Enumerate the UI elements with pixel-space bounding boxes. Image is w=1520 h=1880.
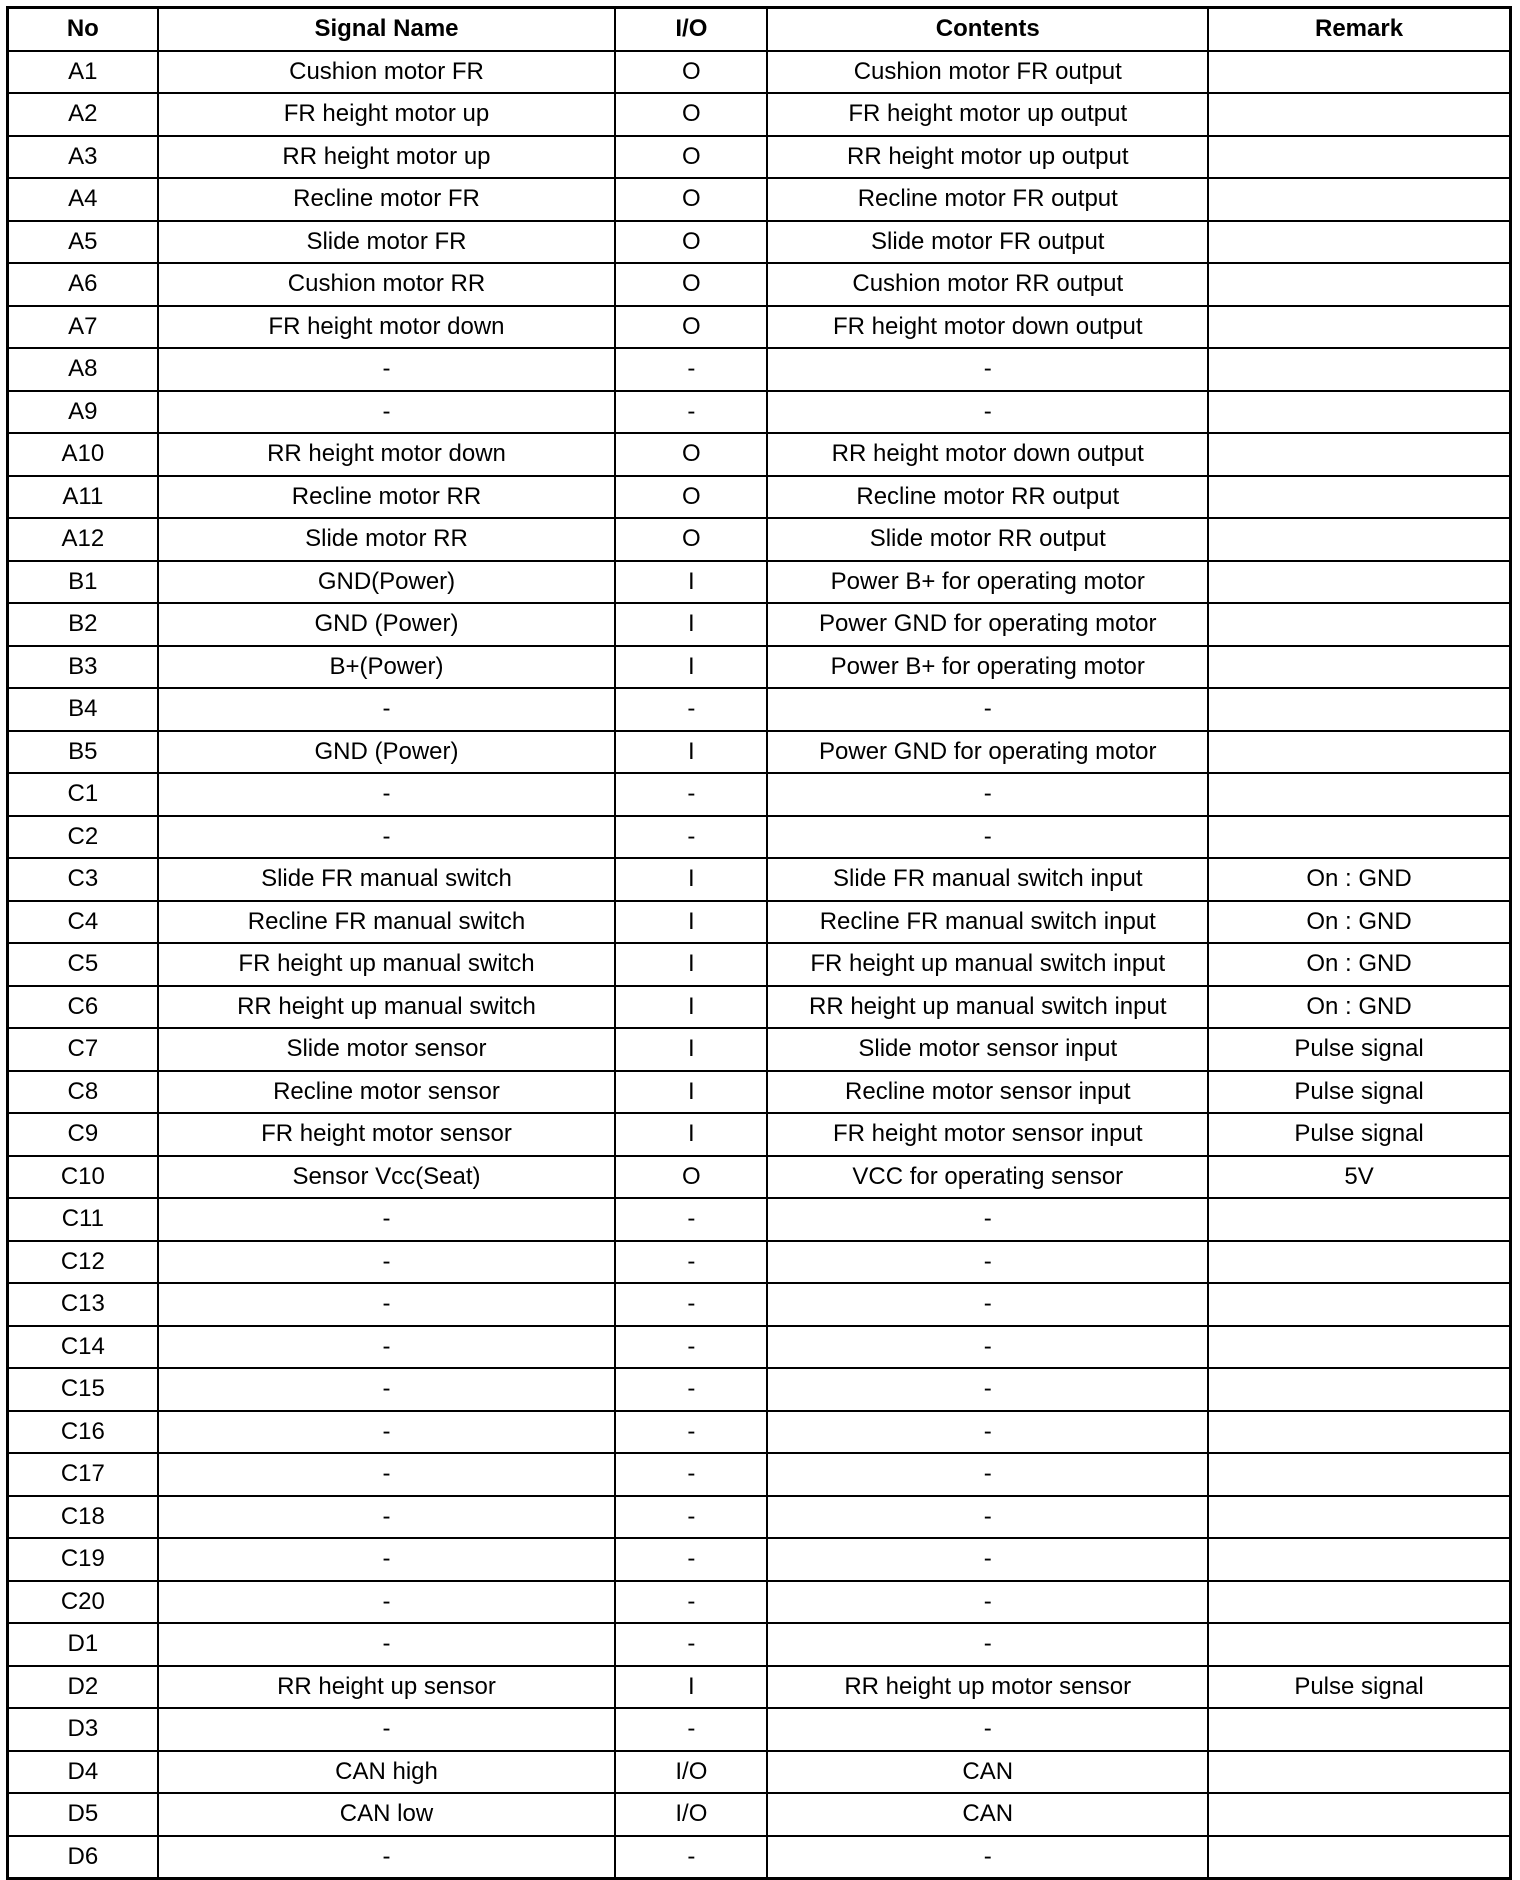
pin-number-cell: C13 (8, 1283, 158, 1326)
io-cell: - (615, 688, 767, 731)
table-row (8, 1326, 1511, 1369)
table-row (8, 731, 1511, 774)
table-row (8, 1538, 1511, 1581)
contents-cell: FR height up manual switch input (767, 943, 1208, 986)
table-row (8, 858, 1511, 901)
signal-name-cell: - (158, 688, 616, 731)
remark-cell: 5V (1208, 1156, 1510, 1199)
io-cell: O (615, 178, 767, 221)
io-cell: - (615, 1836, 767, 1879)
remark-cell (1208, 1411, 1510, 1454)
signal-name-cell: GND (Power) (158, 731, 616, 774)
table-row (8, 1496, 1511, 1539)
remark-cell (1208, 1453, 1510, 1496)
io-cell: - (615, 773, 767, 816)
contents-cell: - (767, 1411, 1208, 1454)
table-row (8, 816, 1511, 859)
signal-name-cell: Recline motor sensor (158, 1071, 616, 1114)
contents-cell: - (767, 1283, 1208, 1326)
io-cell: - (615, 1241, 767, 1284)
signal-name-cell: FR height motor down (158, 306, 616, 349)
remark-cell: Pulse signal (1208, 1666, 1510, 1709)
table-row (8, 221, 1511, 264)
table-header (8, 8, 1511, 51)
signal-name-cell: - (158, 1538, 616, 1581)
io-cell: - (615, 1453, 767, 1496)
io-cell: O (615, 476, 767, 519)
header-contents: Contents (767, 8, 1208, 51)
remark-cell (1208, 136, 1510, 179)
io-cell: O (615, 221, 767, 264)
io-cell: I/O (615, 1751, 767, 1794)
header-io: I/O (615, 8, 767, 51)
io-cell: - (615, 391, 767, 434)
io-cell: O (615, 518, 767, 561)
remark-cell: On : GND (1208, 901, 1510, 944)
signal-name-cell: Recline FR manual switch (158, 901, 616, 944)
pin-number-cell: C17 (8, 1453, 158, 1496)
contents-cell: - (767, 1581, 1208, 1624)
table-row (8, 306, 1511, 349)
signal-name-cell: FR height up manual switch (158, 943, 616, 986)
contents-cell: - (767, 1496, 1208, 1539)
signal-name-cell: RR height up manual switch (158, 986, 616, 1029)
contents-cell: Power GND for operating motor (767, 731, 1208, 774)
remark-cell (1208, 1751, 1510, 1794)
signal-name-cell: - (158, 773, 616, 816)
remark-cell: Pulse signal (1208, 1113, 1510, 1156)
remark-cell (1208, 1198, 1510, 1241)
signal-name-cell: - (158, 1623, 616, 1666)
signal-name-cell: - (158, 816, 616, 859)
remark-cell (1208, 1241, 1510, 1284)
remark-cell (1208, 178, 1510, 221)
pin-number-cell: B3 (8, 646, 158, 689)
signal-name-cell: - (158, 1411, 616, 1454)
io-cell: - (615, 1538, 767, 1581)
contents-cell: Recline motor sensor input (767, 1071, 1208, 1114)
signal-name-cell: - (158, 1453, 616, 1496)
io-cell: - (615, 1411, 767, 1454)
table-row (8, 93, 1511, 136)
pin-number-cell: D3 (8, 1708, 158, 1751)
contents-cell: - (767, 773, 1208, 816)
io-cell: - (615, 1283, 767, 1326)
signal-name-cell: Slide FR manual switch (158, 858, 616, 901)
contents-cell: Slide motor RR output (767, 518, 1208, 561)
contents-cell: RR height motor up output (767, 136, 1208, 179)
signal-name-cell: - (158, 1326, 616, 1369)
contents-cell: Power GND for operating motor (767, 603, 1208, 646)
table-row (8, 1708, 1511, 1751)
io-cell: - (615, 348, 767, 391)
pin-number-cell: D5 (8, 1793, 158, 1836)
pin-number-cell: A7 (8, 306, 158, 349)
signal-name-cell: Slide motor RR (158, 518, 616, 561)
signal-name-cell: - (158, 1368, 616, 1411)
remark-cell (1208, 1283, 1510, 1326)
signal-name-cell: Cushion motor FR (158, 51, 616, 94)
pin-number-cell: A1 (8, 51, 158, 94)
signal-name-cell: CAN high (158, 1751, 616, 1794)
remark-cell (1208, 1496, 1510, 1539)
io-cell: O (615, 263, 767, 306)
io-cell: O (615, 51, 767, 94)
pin-number-cell: A4 (8, 178, 158, 221)
pin-table (6, 6, 1512, 1880)
remark-cell (1208, 1326, 1510, 1369)
table-row (8, 1623, 1511, 1666)
contents-cell: Power B+ for operating motor (767, 646, 1208, 689)
remark-cell (1208, 93, 1510, 136)
pin-number-cell: A8 (8, 348, 158, 391)
table-row (8, 1581, 1511, 1624)
table-row (8, 136, 1511, 179)
contents-cell: VCC for operating sensor (767, 1156, 1208, 1199)
remark-cell (1208, 646, 1510, 689)
io-cell: O (615, 93, 767, 136)
remark-cell (1208, 1708, 1510, 1751)
contents-cell: - (767, 391, 1208, 434)
header-no: No (8, 8, 158, 51)
table-row (8, 1156, 1511, 1199)
contents-cell: CAN (767, 1793, 1208, 1836)
pin-number-cell: C4 (8, 901, 158, 944)
contents-cell: - (767, 1708, 1208, 1751)
pin-number-cell: A2 (8, 93, 158, 136)
remark-cell (1208, 561, 1510, 604)
header-signal-name: Signal Name (158, 8, 616, 51)
signal-name-cell: B+(Power) (158, 646, 616, 689)
remark-cell (1208, 433, 1510, 476)
io-cell: I (615, 731, 767, 774)
signal-name-cell: - (158, 1283, 616, 1326)
io-cell: I/O (615, 1793, 767, 1836)
io-cell: - (615, 1326, 767, 1369)
table-row (8, 518, 1511, 561)
pin-number-cell: C6 (8, 986, 158, 1029)
remark-cell (1208, 1538, 1510, 1581)
contents-cell: Power B+ for operating motor (767, 561, 1208, 604)
table-row (8, 433, 1511, 476)
remark-cell (1208, 518, 1510, 561)
io-cell: I (615, 561, 767, 604)
table-row (8, 476, 1511, 519)
pin-number-cell: C8 (8, 1071, 158, 1114)
io-cell: - (615, 1198, 767, 1241)
signal-name-cell: Slide motor FR (158, 221, 616, 264)
table-row (8, 263, 1511, 306)
io-cell: - (615, 816, 767, 859)
contents-cell: FR height motor sensor input (767, 1113, 1208, 1156)
io-cell: I (615, 858, 767, 901)
contents-cell: - (767, 348, 1208, 391)
io-cell: I (615, 986, 767, 1029)
contents-cell: RR height up manual switch input (767, 986, 1208, 1029)
contents-cell: - (767, 688, 1208, 731)
signal-name-cell: Sensor Vcc(Seat) (158, 1156, 616, 1199)
signal-name-cell: FR height motor up (158, 93, 616, 136)
contents-cell: - (767, 1453, 1208, 1496)
remark-cell (1208, 1623, 1510, 1666)
pin-number-cell: C1 (8, 773, 158, 816)
pin-number-cell: A6 (8, 263, 158, 306)
io-cell: I (615, 1028, 767, 1071)
remark-cell (1208, 51, 1510, 94)
contents-cell: FR height motor up output (767, 93, 1208, 136)
contents-cell: Recline FR manual switch input (767, 901, 1208, 944)
contents-cell: RR height up motor sensor (767, 1666, 1208, 1709)
io-cell: I (615, 901, 767, 944)
remark-cell (1208, 816, 1510, 859)
remark-cell: On : GND (1208, 858, 1510, 901)
table-body (8, 51, 1511, 1879)
signal-name-cell: FR height motor sensor (158, 1113, 616, 1156)
io-cell: O (615, 1156, 767, 1199)
pin-number-cell: D1 (8, 1623, 158, 1666)
table-row (8, 1453, 1511, 1496)
io-cell: I (615, 943, 767, 986)
contents-cell: FR height motor down output (767, 306, 1208, 349)
pin-number-cell: B1 (8, 561, 158, 604)
signal-name-cell: GND (Power) (158, 603, 616, 646)
signal-name-cell: - (158, 1708, 616, 1751)
io-cell: - (615, 1581, 767, 1624)
remark-cell (1208, 1836, 1510, 1879)
table-row (8, 1368, 1511, 1411)
signal-name-cell: Recline motor FR (158, 178, 616, 221)
pin-number-cell: C9 (8, 1113, 158, 1156)
remark-cell (1208, 688, 1510, 731)
table-row (8, 1071, 1511, 1114)
table-row (8, 1198, 1511, 1241)
pin-number-cell: C3 (8, 858, 158, 901)
remark-cell (1208, 731, 1510, 774)
table-row (8, 1666, 1511, 1709)
io-cell: I (615, 603, 767, 646)
signal-name-cell: RR height motor down (158, 433, 616, 476)
contents-cell: - (767, 1326, 1208, 1369)
remark-cell: Pulse signal (1208, 1071, 1510, 1114)
table-row (8, 51, 1511, 94)
contents-cell: - (767, 1538, 1208, 1581)
contents-cell: - (767, 816, 1208, 859)
pin-number-cell: C16 (8, 1411, 158, 1454)
table-row (8, 773, 1511, 816)
pin-number-cell: C20 (8, 1581, 158, 1624)
remark-cell (1208, 1581, 1510, 1624)
contents-cell: Cushion motor RR output (767, 263, 1208, 306)
table-row (8, 901, 1511, 944)
signal-name-cell: - (158, 1496, 616, 1539)
remark-cell (1208, 1368, 1510, 1411)
io-cell: I (615, 646, 767, 689)
remark-cell (1208, 263, 1510, 306)
signal-name-cell: - (158, 391, 616, 434)
contents-cell: - (767, 1198, 1208, 1241)
header-row (8, 8, 1511, 51)
table-row (8, 391, 1511, 434)
pin-number-cell: C14 (8, 1326, 158, 1369)
contents-cell: Slide motor FR output (767, 221, 1208, 264)
signal-name-cell: - (158, 348, 616, 391)
remark-cell (1208, 603, 1510, 646)
signal-name-cell: - (158, 1581, 616, 1624)
table-row (8, 1793, 1511, 1836)
contents-cell: Recline motor FR output (767, 178, 1208, 221)
pin-number-cell: D2 (8, 1666, 158, 1709)
table-row (8, 688, 1511, 731)
pin-number-cell: C15 (8, 1368, 158, 1411)
table-row (8, 986, 1511, 1029)
io-cell: I (615, 1113, 767, 1156)
pin-number-cell: A3 (8, 136, 158, 179)
table-row (8, 1241, 1511, 1284)
pin-number-cell: A11 (8, 476, 158, 519)
io-cell: - (615, 1496, 767, 1539)
pin-number-cell: C7 (8, 1028, 158, 1071)
remark-cell (1208, 476, 1510, 519)
contents-cell: Slide motor sensor input (767, 1028, 1208, 1071)
table-row (8, 603, 1511, 646)
signal-name-cell: Recline motor RR (158, 476, 616, 519)
pin-number-cell: B5 (8, 731, 158, 774)
io-cell: O (615, 433, 767, 476)
pin-number-cell: D6 (8, 1836, 158, 1879)
table-row (8, 943, 1511, 986)
signal-name-cell: CAN low (158, 1793, 616, 1836)
pin-number-cell: C12 (8, 1241, 158, 1284)
pin-number-cell: A9 (8, 391, 158, 434)
io-cell: - (615, 1623, 767, 1666)
signal-name-cell: RR height motor up (158, 136, 616, 179)
remark-cell: On : GND (1208, 986, 1510, 1029)
remark-cell (1208, 1793, 1510, 1836)
signal-name-cell: - (158, 1241, 616, 1284)
remark-cell (1208, 221, 1510, 264)
signal-name-cell: GND(Power) (158, 561, 616, 604)
contents-cell: - (767, 1836, 1208, 1879)
pin-number-cell: D4 (8, 1751, 158, 1794)
table-row (8, 1751, 1511, 1794)
remark-cell (1208, 306, 1510, 349)
io-cell: - (615, 1708, 767, 1751)
pin-number-cell: C2 (8, 816, 158, 859)
signal-name-cell: Cushion motor RR (158, 263, 616, 306)
io-cell: O (615, 306, 767, 349)
signal-name-cell: Slide motor sensor (158, 1028, 616, 1071)
contents-cell: CAN (767, 1751, 1208, 1794)
signal-name-cell: - (158, 1198, 616, 1241)
pin-number-cell: C18 (8, 1496, 158, 1539)
contents-cell: - (767, 1368, 1208, 1411)
contents-cell: Recline motor RR output (767, 476, 1208, 519)
contents-cell: RR height motor down output (767, 433, 1208, 476)
io-cell: I (615, 1666, 767, 1709)
table-row (8, 348, 1511, 391)
remark-cell: Pulse signal (1208, 1028, 1510, 1071)
pin-number-cell: C19 (8, 1538, 158, 1581)
signal-name-cell: RR height up sensor (158, 1666, 616, 1709)
contents-cell: - (767, 1623, 1208, 1666)
table-row (8, 646, 1511, 689)
remark-cell: On : GND (1208, 943, 1510, 986)
remark-cell (1208, 348, 1510, 391)
table-row (8, 1028, 1511, 1071)
io-cell: - (615, 1368, 767, 1411)
table-row (8, 1836, 1511, 1879)
pin-number-cell: B2 (8, 603, 158, 646)
pin-number-cell: B4 (8, 688, 158, 731)
table-row (8, 561, 1511, 604)
pin-number-cell: C10 (8, 1156, 158, 1199)
pin-number-cell: C11 (8, 1198, 158, 1241)
table-row (8, 1113, 1511, 1156)
signal-name-cell: - (158, 1836, 616, 1879)
table-row (8, 1283, 1511, 1326)
table-row (8, 1411, 1511, 1454)
io-cell: I (615, 1071, 767, 1114)
header-remark: Remark (1208, 8, 1510, 51)
contents-cell: Slide FR manual switch input (767, 858, 1208, 901)
pin-number-cell: C5 (8, 943, 158, 986)
contents-cell: Cushion motor FR output (767, 51, 1208, 94)
pin-number-cell: A12 (8, 518, 158, 561)
remark-cell (1208, 391, 1510, 434)
pin-number-cell: A5 (8, 221, 158, 264)
table-row (8, 178, 1511, 221)
contents-cell: - (767, 1241, 1208, 1284)
io-cell: O (615, 136, 767, 179)
remark-cell (1208, 773, 1510, 816)
pin-number-cell: A10 (8, 433, 158, 476)
